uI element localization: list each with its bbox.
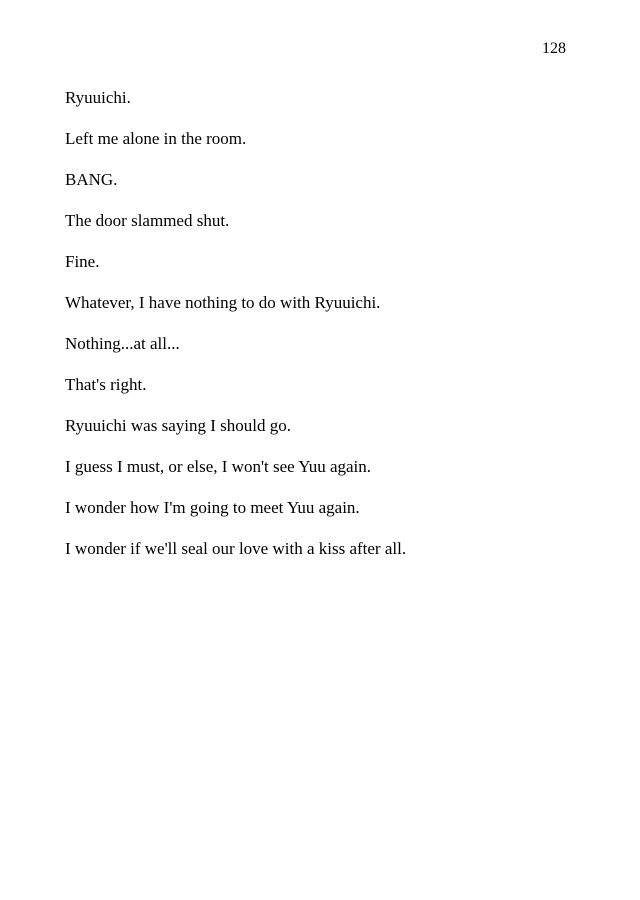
paragraph: Ryuuichi was saying I should go. <box>65 416 291 435</box>
paragraph: Whatever, I have nothing to do with Ryuuichi. <box>65 293 381 312</box>
paragraph: I guess I must, or else, I won't see Yuu again. <box>65 457 372 476</box>
paragraph: Nothing...at all... <box>65 334 180 353</box>
paragraph: Ryuuichi. <box>65 88 131 107</box>
paragraph: Left me alone in the room. <box>65 129 247 148</box>
paragraph: That's right. <box>65 375 147 394</box>
paragraph: Fine. <box>65 252 100 271</box>
body-text <box>65 87 585 579</box>
paragraph: The door slammed shut. <box>65 211 230 230</box>
paragraph: I wonder how I'm going to meet Yuu again. <box>65 498 360 517</box>
paragraph: BANG. <box>65 170 118 189</box>
page-number: 128 <box>542 40 566 57</box>
paragraph: I wonder if we'll seal our love with a kiss after all. <box>65 539 407 558</box>
